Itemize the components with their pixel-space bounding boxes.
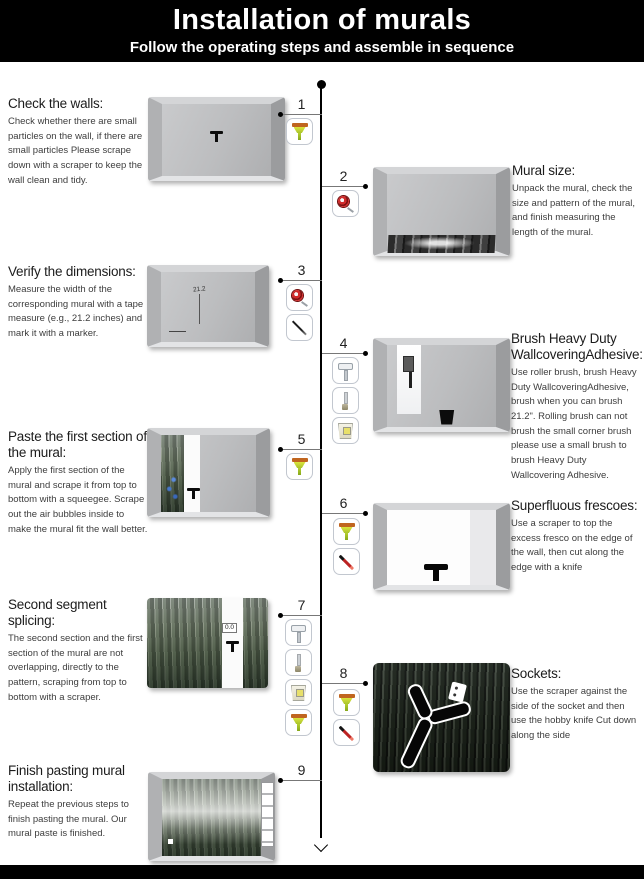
step-title: Second segment splicing:	[8, 597, 107, 628]
step-desc: Apply the first section of the mural and scrape it from top to bottom with a squeegee. Scrape out the air bubbles inside to make the mural fit the wall better.	[8, 464, 148, 535]
header	[0, 0, 644, 62]
step-8-tools	[333, 689, 360, 746]
tape-measure-icon	[332, 190, 359, 217]
step-1-image	[148, 97, 285, 181]
step-3-tools	[286, 284, 313, 341]
brush-icon	[332, 387, 359, 414]
knife-icon	[333, 719, 360, 746]
scraper-glyph	[290, 714, 308, 731]
measure-line	[199, 294, 200, 324]
step-number: 4	[339, 335, 348, 351]
step-1-connector	[281, 97, 322, 115]
room-illustration	[147, 428, 270, 517]
scraper-glyph	[338, 694, 356, 711]
step-number: 1	[297, 96, 306, 112]
step-number: 5	[297, 431, 306, 447]
bucket-icon	[332, 417, 359, 444]
step-9-connector	[281, 763, 322, 781]
step-2-text	[512, 163, 639, 241]
step-7-tools	[285, 619, 312, 736]
step-desc: The second section and the first section of the mural are not overlapping, directly to the pattern, scraping from top to bottom with a scraper.	[8, 632, 143, 703]
room-illustration	[147, 265, 269, 347]
marker-glyph	[291, 319, 308, 336]
roller-icon	[285, 619, 312, 646]
step-desc: Use a scraper to top the excess fresco on the edge of the wall, then cut along the edge with a knife	[511, 517, 633, 574]
gap-value: 0.0	[222, 623, 237, 633]
scraper-glyph	[291, 123, 309, 140]
marker-line	[169, 331, 186, 332]
step-6-tools	[333, 518, 360, 575]
step-desc: Check whether there are small particles on the wall, if there are small particles Please scrape down with a scraper to keep the wall clean and tidy.	[8, 115, 143, 186]
step-5-tools	[286, 453, 313, 480]
scraper-icon	[286, 118, 313, 145]
step-desc: Use the scraper against the side of the socket and then use the hobby knife Cut down along the side	[511, 685, 637, 742]
step-5-connector	[281, 432, 322, 450]
step-title: Finish pasting mural installation:	[8, 763, 125, 794]
scraper-outline	[405, 682, 434, 722]
adhesive-bucket	[438, 410, 455, 425]
blank-strip	[184, 435, 200, 512]
bucket-glyph	[289, 684, 308, 701]
step-8-text	[511, 666, 641, 744]
step-1-tools	[286, 118, 313, 145]
step-number: 8	[339, 665, 348, 681]
brush-glyph	[337, 392, 354, 410]
step-4-connector	[322, 336, 365, 354]
tape-measure-icon	[286, 284, 313, 311]
knife-icon	[333, 548, 360, 575]
step-8-image	[373, 663, 510, 772]
page-subtitle: Follow the operating steps and assemble in sequence	[129, 39, 515, 56]
roller-glyph	[337, 362, 354, 380]
step-7-connector	[281, 598, 322, 616]
step-2-tools	[332, 190, 359, 217]
room-illustration	[148, 97, 285, 181]
knife-glyph	[338, 724, 355, 741]
brush-icon	[285, 649, 312, 676]
scraper-mark	[187, 488, 200, 500]
step-title: Mural size:	[512, 163, 576, 178]
brush-glyph	[290, 654, 307, 672]
step-title: Brush Heavy Duty WallcoveringAdhesive:	[511, 331, 643, 362]
measurement-mark	[193, 286, 206, 324]
roller-icon	[332, 357, 359, 384]
step-6-text	[511, 498, 640, 576]
room-illustration	[373, 338, 510, 432]
footer-bar	[0, 865, 644, 879]
marker-icon	[286, 314, 313, 341]
step-6-connector	[322, 496, 365, 514]
step-title: Check the walls:	[8, 96, 104, 111]
room-illustration	[373, 503, 510, 590]
step-4-tools	[332, 357, 359, 444]
scraper-icon	[285, 709, 312, 736]
page-title: Installation of murals	[172, 4, 472, 36]
step-title: Sockets:	[511, 666, 562, 681]
step-title: Superfluous frescoes:	[511, 498, 638, 513]
tape-measure-glyph	[291, 290, 308, 306]
step-desc: Repeat the previous steps to finish pasting the mural. Our mural paste is finished.	[8, 798, 129, 840]
scraper-glyph	[291, 458, 309, 475]
socket-mark	[448, 681, 467, 702]
scraper-glyph	[338, 523, 356, 540]
step-3-text	[8, 264, 148, 342]
step-4-text	[511, 331, 642, 484]
roller-glyph	[290, 624, 307, 642]
step-number: 3	[297, 262, 306, 278]
step-desc: Unpack the mural, check the size and pattern of the mural, and finish measuring the length of the mural.	[512, 182, 636, 239]
step-2-connector	[322, 169, 365, 187]
fog-overlay	[162, 779, 261, 856]
bucket-icon	[285, 679, 312, 706]
wall-dot	[168, 839, 173, 844]
adhesive-strip	[397, 345, 421, 414]
step-6-image	[373, 503, 510, 590]
step-title: Paste the first section of the mural:	[8, 429, 147, 460]
ladder	[261, 782, 274, 847]
scraper-icon	[333, 689, 360, 716]
scraper-mark	[424, 564, 448, 582]
step-desc: Use roller brush, brush Heavy Duty WallcoveringAdhesive, brush when you can brush 21.2". Rolling brush can not brush the small corner brush please use a small brush to brush Heavy Duty Wallcovering Adhesive.	[511, 366, 637, 481]
knife-glyph	[338, 553, 355, 570]
scraper-mark	[210, 131, 223, 143]
step-3-image	[147, 265, 269, 347]
step-1-text	[8, 96, 148, 189]
bucket-glyph	[336, 422, 355, 439]
scraper-icon	[333, 518, 360, 545]
step-3-connector	[281, 263, 322, 281]
step-number: 2	[339, 168, 348, 184]
step-number: 7	[297, 597, 306, 613]
scraper-outline	[398, 715, 434, 770]
scraper-icon	[286, 453, 313, 480]
mural-first-section	[161, 435, 184, 512]
step-2-image	[373, 167, 510, 256]
step-4-image	[373, 338, 510, 432]
step-5-text	[8, 429, 150, 537]
measure-value: 21.2	[192, 285, 206, 294]
step-5-image	[147, 428, 270, 517]
scraper-mark	[226, 641, 239, 653]
step-title: Verify the dimensions:	[8, 264, 136, 279]
step-9-text	[8, 763, 150, 842]
step-number: 9	[297, 762, 306, 778]
tape-measure-glyph	[337, 196, 354, 212]
step-8-connector	[322, 666, 365, 684]
room-illustration	[148, 772, 275, 861]
room-illustration	[373, 167, 510, 256]
step-desc: Measure the width of the corresponding mural with a tape measure (e.g., 21.2 inches) and mark it with a marker.	[8, 283, 144, 340]
step-9-image	[148, 772, 275, 861]
step-number: 6	[339, 495, 348, 511]
mural-rolls	[388, 235, 496, 253]
timeline-arrow	[320, 84, 322, 838]
step-7-image	[147, 598, 268, 688]
step-7-text	[8, 597, 150, 705]
